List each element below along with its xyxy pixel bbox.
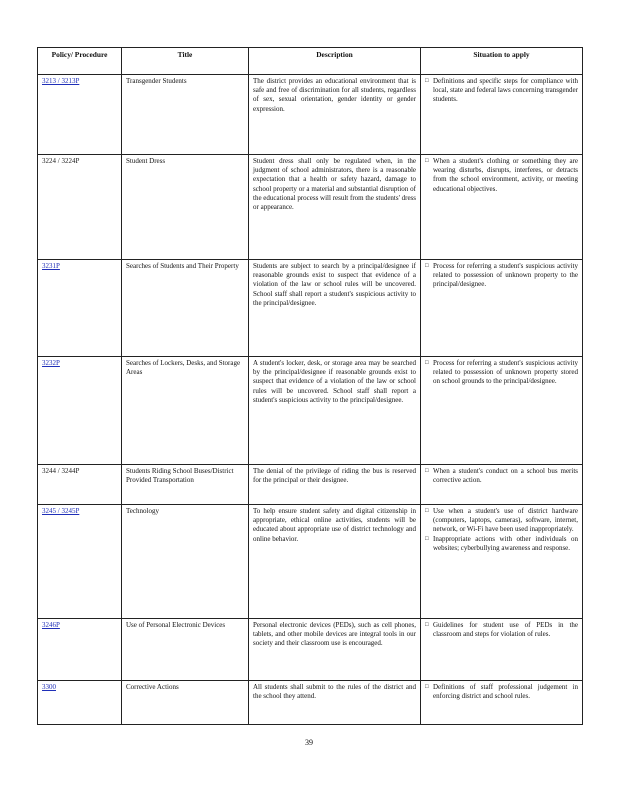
policy-cell <box>38 465 122 505</box>
policy-number-link[interactable]: 3231P <box>42 262 60 270</box>
policy-number-link[interactable]: 3300 <box>42 683 56 691</box>
description-cell: A student's locker, desk, or storage area may be searched by the principal/designee if reasonable grounds exist to suspect that evidence of a violation of the law or school rules will be uncovered. School staff shall report a student's suspicious activity to the principal/designee. <box>249 357 421 465</box>
policy-cell <box>38 681 122 725</box>
header-description: Description <box>249 48 421 75</box>
policy-number-link: 3244 / 3244P <box>42 467 80 475</box>
situation-list <box>425 507 578 553</box>
situation-cell <box>421 505 583 619</box>
situation-list <box>425 77 578 105</box>
title-cell: Transgender Students <box>122 75 249 155</box>
policy-cell <box>38 155 122 260</box>
situation-list <box>425 683 578 701</box>
policy-cell <box>38 260 122 357</box>
table-row <box>38 681 583 725</box>
description-cell: Student dress shall only be regulated when, in the judgment of school administrators, there is a reasonable expectation that a health or safety hazard, damage to school property or a material and substantial disruption of the educational process will result from the students' dress or appearance. <box>249 155 421 260</box>
table-row <box>38 260 583 357</box>
policy-number-link[interactable]: 3232P <box>42 359 60 367</box>
situation-item: □ Inappropriate actions with other individuals on websites; cyberbullying awareness and response. <box>425 535 578 553</box>
situation-list <box>425 621 578 639</box>
situation-list <box>425 467 578 485</box>
table-row <box>38 357 583 465</box>
policy-cell <box>38 75 122 155</box>
situation-item: □ Process for referring a student's suspicious activity related to possession of unknown property to the principal/designee. <box>425 262 578 290</box>
header-policy: Policy/ Procedure <box>38 48 122 75</box>
situation-list <box>425 359 578 387</box>
table-row <box>38 505 583 619</box>
situation-item: □ Process for referring a student's suspicious activity related to possession of unknown property stored on school grounds to the principal/designee. <box>425 359 578 387</box>
policy-cell <box>38 357 122 465</box>
title-cell: Searches of Lockers, Desks, and Storage Areas <box>122 357 249 465</box>
table-row <box>38 75 583 155</box>
page-number: 39 <box>305 738 313 747</box>
policy-cell <box>38 619 122 681</box>
situation-cell <box>421 465 583 505</box>
situation-list <box>425 157 578 194</box>
situation-list <box>425 262 578 290</box>
situation-cell <box>421 260 583 357</box>
title-cell: Students Riding School Buses/District Provided Transportation <box>122 465 249 505</box>
policy-table <box>37 47 583 725</box>
situation-item: □ When a student's conduct on a school bus merits corrective action. <box>425 467 578 485</box>
table-header-row <box>38 48 583 75</box>
table-row <box>38 465 583 505</box>
policy-cell <box>38 505 122 619</box>
table-row <box>38 619 583 681</box>
title-cell: Use of Personal Electronic Devices <box>122 619 249 681</box>
situation-item: □ Definitions of staff professional judgement in enforcing district and school rules. <box>425 683 578 701</box>
title-cell: Corrective Actions <box>122 681 249 725</box>
table-row <box>38 155 583 260</box>
title-cell: Searches of Students and Their Property <box>122 260 249 357</box>
situation-item: □ Definitions and specific steps for compliance with local, state and federal laws concerning transgender students. <box>425 77 578 105</box>
header-situation: Situation to apply <box>421 48 583 75</box>
policy-number-link[interactable]: 3245 / 3245P <box>42 507 80 515</box>
situation-cell <box>421 681 583 725</box>
description-cell: To help ensure student safety and digital citizenship in appropriate, ethical online activities, students will be educated about appropriate use of district technology and online behavior. <box>249 505 421 619</box>
situation-item: □ Use when a student's use of district hardware (computers, laptops, cameras), software, internet, network, or Wi-Fi have been used inappropriately. <box>425 507 578 535</box>
situation-item: □ When a student's clothing or something they are wearing disturbs, disrupts, interferes, or detracts from the school environment, activity, or meeting educational objectives. <box>425 157 578 194</box>
situation-cell <box>421 155 583 260</box>
policy-number-link[interactable]: 3246P <box>42 621 60 629</box>
description-cell: Personal electronic devices (PEDs), such as cell phones, tablets, and other mobile devices are integral tools in our society and their classroom use is encouraged. <box>249 619 421 681</box>
situation-cell <box>421 75 583 155</box>
header-title: Title <box>122 48 249 75</box>
description-cell: Students are subject to search by a principal/designee if reasonable grounds exist to suspect that evidence of a violation of the law or school rules will be uncovered. School staff shall report a student's suspicious activity to the principal/designee. <box>249 260 421 357</box>
situation-item: □ Guidelines for student use of PEDs in the classroom and steps for violation of rules. <box>425 621 578 639</box>
situation-cell <box>421 357 583 465</box>
policy-number-link: 3224 / 3224P <box>42 157 80 165</box>
situation-cell <box>421 619 583 681</box>
title-cell: Technology <box>122 505 249 619</box>
title-cell: Student Dress <box>122 155 249 260</box>
policy-number-link[interactable]: 3213 / 3213P <box>42 77 80 85</box>
description-cell: The denial of the privilege of riding the bus is reserved for the principal or their designee. <box>249 465 421 505</box>
description-cell: The district provides an educational environment that is safe and free of discrimination for all students, regardless of sex, sexual orientation, gender identity or gender expression. <box>249 75 421 155</box>
description-cell: All students shall submit to the rules of the district and the school they attend. <box>249 681 421 725</box>
